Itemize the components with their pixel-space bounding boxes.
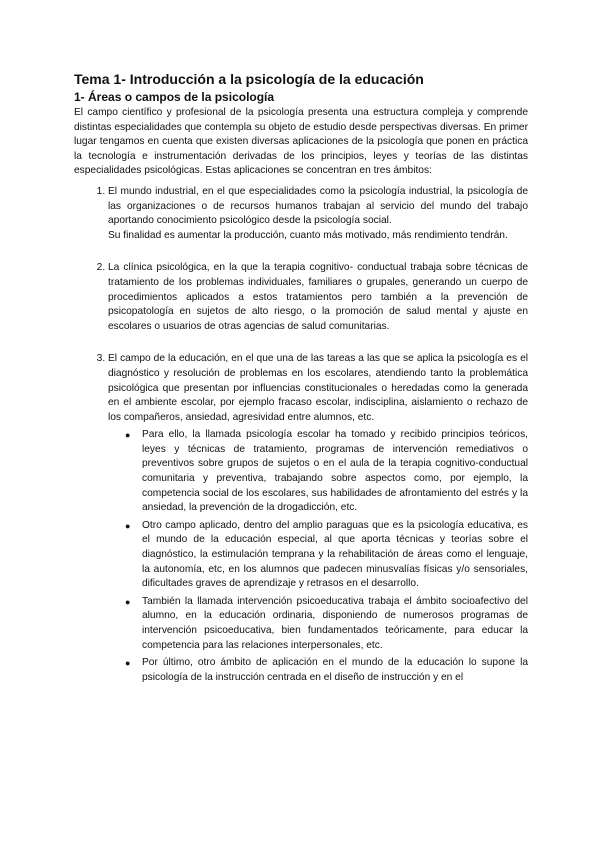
bullet-text: Por último, otro ámbito de aplicación en el mundo de la educación lo supone la psicología de la instrucción centrada en el diseño de instrucción y en el <box>142 657 528 683</box>
educacion-bullets <box>108 428 528 685</box>
list-item-clinica <box>108 261 528 334</box>
bullet-text: Para ello, la llamada psicología escolar ha tomado y recibido principios teóricos, leyes y técnicas de tratamiento, programas de intervención remediativos o preventivos sobre grupos de sujetos o en el aula de la terapia cognitivo-conductual comunitaria y preventiva, trabajando sobre aspectos como, por ejemplo, la competencia social de los escolares, sus habilidades de afrontamiento del estrés y la ansiedad, la prevención de la drogadicción, etc. <box>142 429 528 514</box>
section-heading: 1- Áreas o campos de la psicología <box>74 90 275 104</box>
bullet-text: También la llamada intervención psicoeducativa trabaja el ámbito socioafectivo del alumno, en la educación ordinaria, disponiendo de numerosos programas de intervención psicoeducativa, bien fundamentados teóricamente, para educar la competencia para las relaciones interpersonales, etc. <box>142 595 528 651</box>
list-item-text: 3. El campo de la educación, en el que una de las tareas a las que se aplica la psicología es el diagnóstico y resolución de problemas en los escolares, atendiendo tanto la problemática psicológica que presentan por influencias constitucionales o heredadas como la generada en el ambiente escolar, por ejemplo fracaso escolar, indisciplina, aislamiento o rechazo de los compañeros, ansiedad, agresividad entre alumnos, etc. <box>108 353 528 423</box>
bullet-item <box>125 519 528 592</box>
bullet-item <box>125 656 528 685</box>
bullet-text: Otro campo aplicado, dentro del amplio paraguas que es la psicología educativa, es el mundo de la educación especial, al que aporta técnicas y teorías sobre el diagnóstico, la estimulación temprana y la rehabilitación de áreas como el lenguaje, la autonomía, etc, en los alumnos que padecen minusvalías físicas y/o sensoriales, dificultades graves de aprendizaje y retrasos en el desarrollo. <box>142 519 528 590</box>
list-item-text: 1. El mundo industrial, en el que especialidades como la psicología industrial, la psicología de las organizaciones o de recursos humanos trabajan al servicio del mundo del trabajo aportando conocimiento psicológico desde la psicología social. <box>108 185 528 227</box>
intro-paragraph: El campo científico y profesional de la psicología presenta una estructura compleja y comprende distintas especialidades que contempla su objeto de estudio desde perspectivas diversas. En primer lugar tengamos en cuenta que existen diversas aplicaciones de la psicología que ponen en práctica la tecnología e instrumentación derivadas de los principios, leyes y teorías de las distintas especialidades psicológicas. Estas aplicaciones se concentran en tres ámbitos: <box>74 107 528 177</box>
ambitos-list <box>74 185 528 685</box>
list-item-text-continued: Su finalidad es aumentar la producción, cuanto más motivado, más rendimiento tendrán. <box>108 229 508 241</box>
bullet-item <box>125 595 528 653</box>
page-title: Tema 1- Introducción a la psicología de la educación <box>74 71 424 87</box>
bullet-icon: ● <box>125 430 131 441</box>
list-item-industrial <box>108 185 528 243</box>
list-item-text: 2. La clínica psicológica, en la que la terapia cognitivo- conductual trabaja sobre técnicas de tratamiento de los problemas individuales, familiares o grupales, generando un cuerpo de procedimientos aplicados a estos tratamientos pero también a la prevención de psicopatología en sujetos de alto riesgo, o la promoción de salud mental y ajuste en escolares o usuarios de otras agencias de salud comunitarias. <box>108 262 528 332</box>
bullet-icon: ● <box>125 658 131 669</box>
document-body <box>74 70 528 688</box>
bullet-icon: ● <box>125 520 131 531</box>
list-item-educacion <box>108 352 528 685</box>
bullet-icon: ● <box>125 596 131 607</box>
bullet-item <box>125 428 528 516</box>
